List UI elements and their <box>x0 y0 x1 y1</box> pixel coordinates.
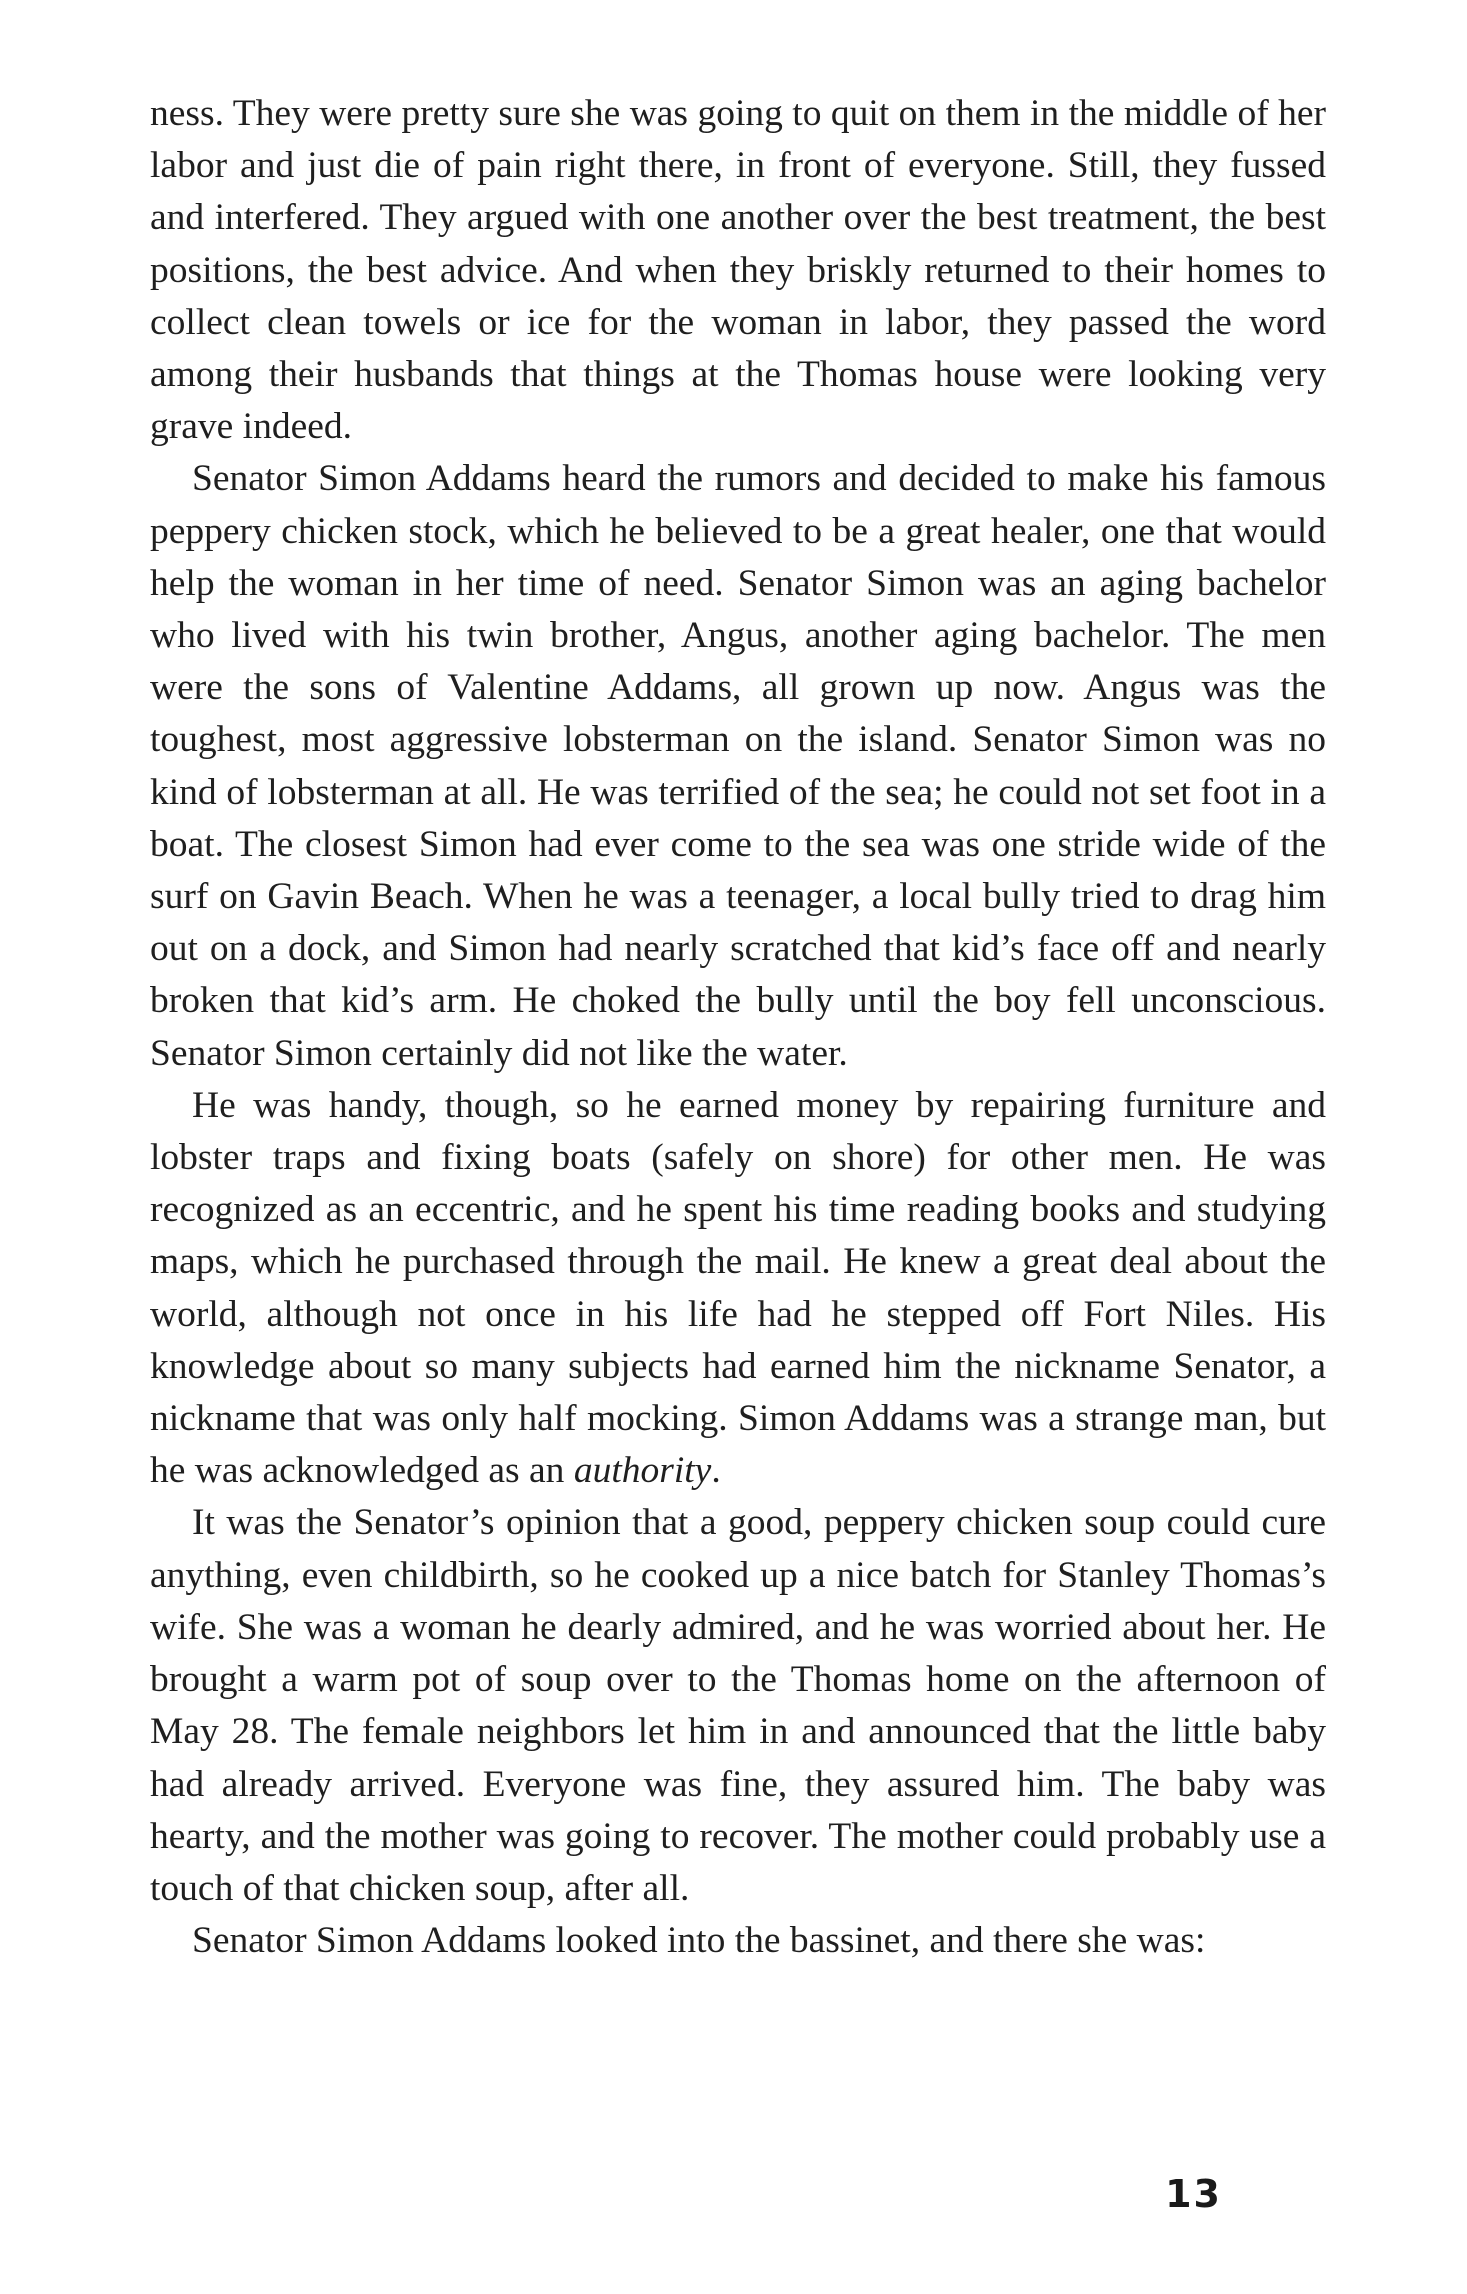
body-text <box>150 88 1326 1967</box>
paragraph-5: Senator Simon Addams looked into the bassinet, and there she was: <box>192 1920 1206 1962</box>
paragraph-3 <box>150 1080 1326 1498</box>
paragraph-3-text: He was handy, though, so he earned money by repairing furniture and lobster traps and fixing boats (safely on shore) for other men. He was recognized as an eccentric, and he spent his time reading books and studying maps, which he purchased through the mail. He knew a great deal about the world, although not once in his life had he stepped off Fort Niles. His knowledge about so many subjects had earned him the nickname Senator, a nickname that was only half mocking. Simon Addams was a strange man, but he was acknowledged as an <box>150 1084 1326 1492</box>
paragraph-1: ness. They were pretty sure she was going to quit on them in the middle of her labor and just die of pain right there, in front of everyone. Still, they fussed and interfered. They argued with one another over the best treatment, the best positions, the best advice. And when they briskly returned to their homes to collect clean towels or ice for the woman in labor, they passed the word among their husbands that things at the Thomas house were looking very grave indeed. <box>150 93 1326 448</box>
italic-word: authority <box>573 1450 712 1492</box>
paragraph-2: Senator Simon Addams heard the rumors and decided to make his famous peppery chicken stock, which he believed to be a great healer, one that would help the woman in her time of need. Senator Simon was an aging bachelor who lived with his twin brother, Angus, another aging bachelor. The men were the sons of Valentine Addams, all grown up now. Angus was the toughest, most aggressive lobsterman on the island. Senator Simon was no kind of lobsterman at all. He was terrified of the sea; he could not set foot in a boat. The closest Simon had ever come to the sea was one stride wide of the surf on Gavin Beach. When he was a teenager, a local bully tried to drag him out on a dock, and Simon had nearly scratched that kid’s face off and nearly broken that kid’s arm. He choked the bully until the boy fell unconscious. Senator Simon certainly did not like the water. <box>150 458 1326 1074</box>
paragraph-4: It was the Senator’s opinion that a good, peppery chicken soup could cure anything, even childbirth, so he cooked up a nice batch for Stanley Thomas’s wife. She was a woman he dearly admired, and he was worried about her. He brought a warm pot of soup over to the Thomas home on the afternoon of May 28. The female neighbors let him in and announced that the little baby had already arrived. Everyone was fine, they assured him. The baby was hearty, and the mother was going to recover. The mother could probably use a touch of that chicken soup, after all. <box>150 1502 1326 1909</box>
paragraph-3-end: . <box>711 1450 721 1492</box>
page-number: 13 <box>1165 2172 1222 2216</box>
